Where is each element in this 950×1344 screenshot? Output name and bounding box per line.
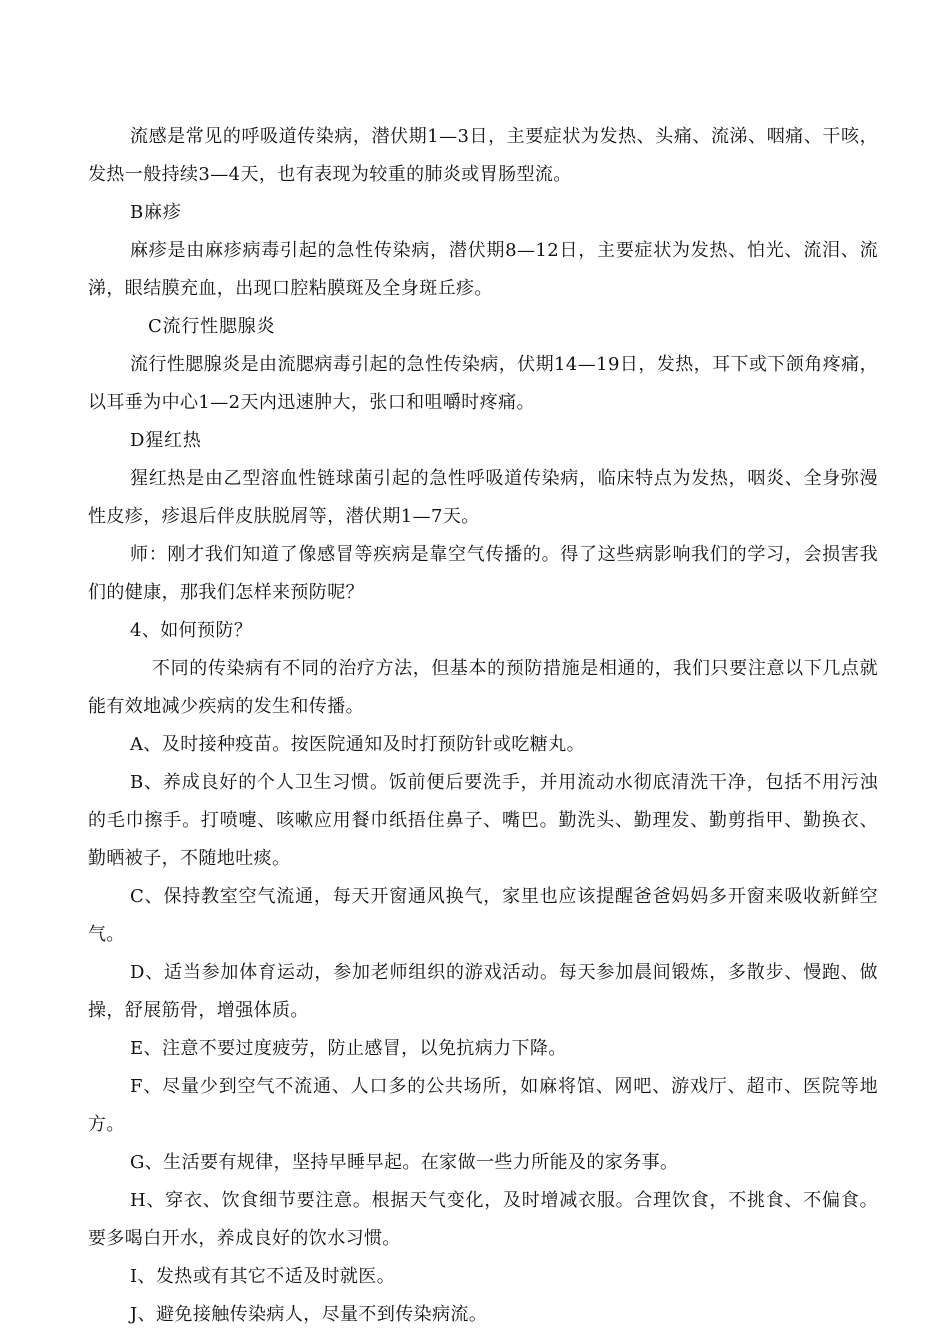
heading-prevention: 4、如何预防？ bbox=[130, 620, 253, 641]
paragraph-influenza: 流感是常见的呼吸道传染病，潜伏期1—3日，主要症状为发热、头痛、流涕、咽痛、干咳，发热一般持续3—4天，也有表现为较重的肺炎或胃肠型流。 bbox=[88, 126, 878, 185]
list-item-c: C、保持教室空气流通，每天开窗通风换气，家里也应该提醒爸爸妈妈多开窗来吸收新鲜空气。 bbox=[88, 886, 878, 945]
list-item-j: J、避免接触传染病人，尽量不到传染病流。 bbox=[130, 1304, 488, 1325]
list-item-a: A、及时接种疫苗。按医院通知及时打预防针或吃糖丸。 bbox=[130, 734, 585, 755]
paragraph-prevention-intro: 不同的传染病有不同的治疗方法，但基本的预防措施是相通的，我们只要注意以下几点就能有效地减少疾病的发生和传播。 bbox=[88, 658, 878, 717]
list-item-i: I、发热或有其它不适及时就医。 bbox=[130, 1266, 396, 1287]
list-item-g: G、生活要有规律，坚持早睡早起。在家做一些力所能及的家务事。 bbox=[130, 1152, 679, 1173]
document-body bbox=[88, 118, 878, 1334]
heading-mumps: C流行性腮腺炎 bbox=[148, 316, 276, 337]
paragraph-mumps: 流行性腮腺炎是由流腮病毒引起的急性传染病，伏期14—19日，发热，耳下或下颌角疼痛，以耳垂为中心1—2天内迅速肿大，张口和咀嚼时疼痛。 bbox=[88, 354, 878, 413]
paragraph-scarlet-fever: 猩红热是由乙型溶血性链球菌引起的急性呼吸道传染病，临床特点为发热，咽炎、全身弥漫性皮疹，疹退后伴皮肤脱屑等，潜伏期1—7天。 bbox=[88, 468, 878, 527]
list-item-e: E、注意不要过度疲劳，防止感冒，以免抗病力下降。 bbox=[130, 1038, 567, 1059]
list-item-b: B、养成良好的个人卫生习惯。饭前便后要洗手，并用流动水彻底清洗干净，包括不用污浊的毛巾擦手。打喷嚏、咳嗽应用餐巾纸捂住鼻子、嘴巴。勤洗头、勤理发、勤剪指甲、勤换衣、勤晒被子，不随地吐痰。 bbox=[88, 772, 878, 869]
heading-measles: B麻疹 bbox=[130, 202, 182, 223]
list-item-h: H、穿衣、饮食细节要注意。根据天气变化，及时增减衣服。合理饮食，不挑食、不偏食。要多喝白开水，养成良好的饮水习惯。 bbox=[88, 1190, 878, 1249]
paragraph-teacher-question: 师：刚才我们知道了像感冒等疾病是靠空气传播的。得了这些病影响我们的学习，会损害我们的健康，那我们怎样来预防呢？ bbox=[88, 544, 878, 603]
list-item-f: F、尽量少到空气不流通、人口多的公共场所，如麻将馆、网吧、游戏厅、超市、医院等地方。 bbox=[88, 1076, 878, 1135]
paragraph-measles: 麻疹是由麻疹病毒引起的急性传染病，潜伏期8—12日，主要症状为发热、怕光、流泪、流涕，眼结膜充血，出现口腔粘膜斑及全身斑丘疹。 bbox=[88, 240, 878, 299]
heading-scarlet-fever: D猩红热 bbox=[130, 430, 202, 451]
list-item-d: D、适当参加体育运动，参加老师组织的游戏活动。每天参加晨间锻炼，多散步、慢跑、做操，舒展筋骨，增强体质。 bbox=[88, 962, 878, 1021]
